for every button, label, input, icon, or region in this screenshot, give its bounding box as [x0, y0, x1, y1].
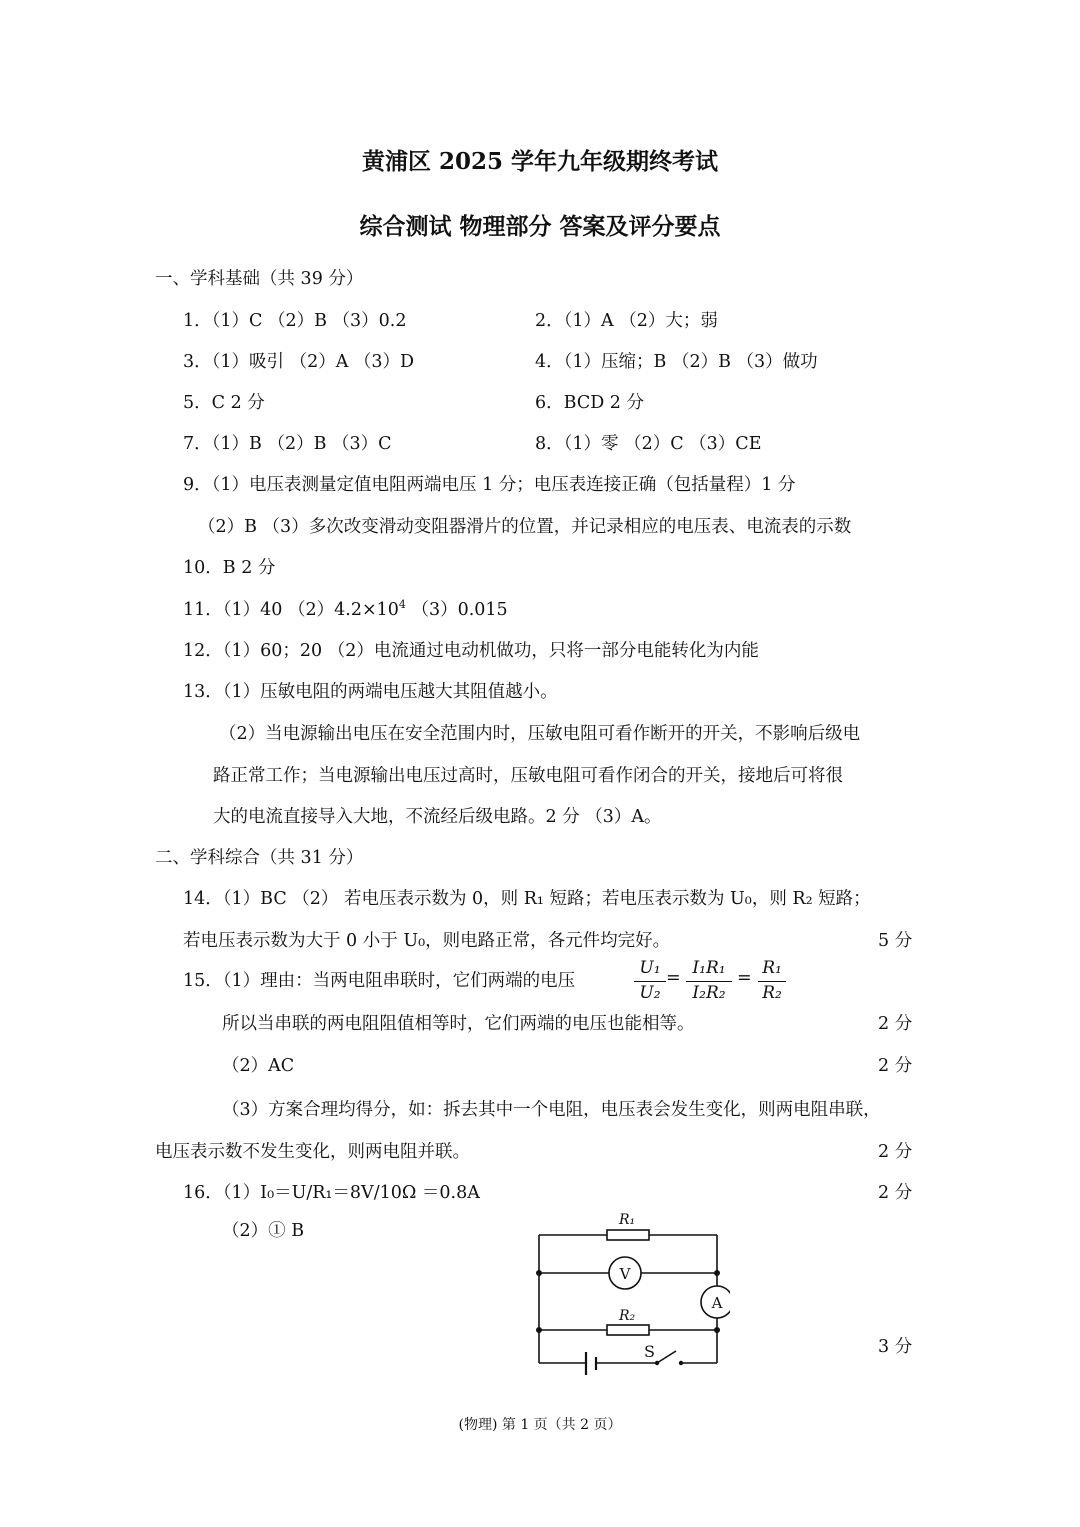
- answer-q5: 5．C 2 分: [183, 393, 265, 413]
- answer-q13-line4: 大的电流直接导入大地，不流经后级电路。2 分 （3）A。: [213, 807, 662, 827]
- fraction-3-bar: [758, 981, 786, 982]
- section-heading-1: 一、学科基础（共 39 分）: [155, 269, 364, 289]
- score-q14: 5 分: [878, 931, 913, 951]
- page-subtitle: 综合测试 物理部分 答案及评分要点: [359, 213, 721, 240]
- answer-q11-part-a: 11．（1）40 （2）4.2×10: [183, 600, 399, 620]
- resistor-r1: [607, 1230, 649, 1240]
- answer-q15-3-line1: （3）方案合理均得分，如：拆去其中一个电阻，电压表会发生变化，则两电阻串联，: [222, 1100, 881, 1120]
- equals-sign-1: =: [666, 968, 681, 988]
- score-q15-1: 2 分: [878, 1014, 913, 1034]
- answer-q13-line3: 路正常工作；当电源输出电压过高时，压敏电阻可看作闭合的开关，接地后可将很: [213, 766, 843, 786]
- junction-dot: [714, 1270, 720, 1276]
- score-q15-2: 2 分: [878, 1056, 913, 1076]
- fraction-3-numerator: R₁: [762, 958, 782, 978]
- r1-label: R₁: [619, 1212, 636, 1228]
- answer-q6: 6．BCD 2 分: [535, 393, 644, 413]
- answer-q8: 8．（1）零 （2）C （3）CE: [535, 434, 762, 454]
- resistor-r2: [607, 1325, 649, 1335]
- answer-q15-3-line2: 电压表示数不发生变化，则两电阻并联。: [155, 1142, 470, 1162]
- answer-q9-line1: 9．（1）电压表测量定值电阻两端电压 1 分；电压表连接正确（包括量程）1 分: [183, 475, 796, 495]
- answer-q14-line1: 14．（1）BC （2） 若电压表示数为 0，则 R₁ 短路；若电压表示数为 U₀，则 R₂ 短路；: [183, 889, 871, 909]
- section-heading-2: 二、学科综合（共 31 分）: [155, 848, 364, 868]
- answer-q9-line2: （2）B （3）多次改变滑动变阻器滑片的位置，并记录相应的电压表、电流表的示数: [198, 517, 852, 537]
- answer-q12: 12．（1）60；20 （2）电流通过电动机做功，只将一部分电能转化为内能: [183, 641, 759, 661]
- switch-pivot: [655, 1361, 659, 1365]
- score-q15-3: 2 分: [878, 1142, 913, 1162]
- junction-dot: [714, 1327, 720, 1333]
- answer-q15-line2: 所以当串联的两电阻阻值相等时，它们两端的电压也能相等。: [222, 1014, 695, 1034]
- answer-q16-1: 16．（1）I₀＝U/R₁＝8V/10Ω ＝0.8A: [183, 1183, 480, 1203]
- score-q16-1: 2 分: [878, 1183, 913, 1203]
- junction-dot: [536, 1270, 542, 1276]
- answer-q15-2: （2）AC: [222, 1056, 295, 1076]
- fraction-3-denominator: R₂: [762, 983, 782, 1003]
- fraction-2-numerator: I₁R₁: [692, 958, 726, 978]
- answer-q11-part-b: （3）0.015: [405, 600, 508, 620]
- answer-q2: 2．（1）A （2）大；弱: [535, 311, 718, 331]
- fraction-2-bar: [686, 981, 732, 982]
- equals-sign-2: =: [737, 968, 752, 988]
- fraction-1-numerator: U₁: [639, 958, 661, 978]
- page-footer: (物理) 第 1 页（共 2 页）: [458, 1417, 622, 1433]
- score-q16-2: 3 分: [878, 1337, 913, 1357]
- answer-q1: 1．（1）C （2）B （3）0.2: [183, 311, 407, 331]
- answer-q13-line2: （2）当电源输出电压在安全范围内时，压敏电阻可看作断开的开关，不影响后级电: [219, 724, 861, 744]
- r2-label: R₂: [619, 1308, 636, 1324]
- switch-contact: [679, 1361, 683, 1365]
- answer-q16-2: （2）① B: [222, 1221, 305, 1241]
- answer-q10: 10．B 2 分: [183, 558, 276, 578]
- answer-q11-exponent: 4: [398, 598, 406, 612]
- voltmeter-label: V: [619, 1265, 631, 1283]
- fraction-1-denominator: U₂: [639, 983, 661, 1003]
- answer-q11: [183, 596, 508, 621]
- answer-q4: 4．（1）压缩；B （2）B （3）做功: [535, 352, 818, 372]
- circuit-diagram: [530, 1205, 730, 1390]
- fraction-1-bar: [634, 981, 666, 982]
- ammeter-label: A: [711, 1294, 723, 1312]
- answer-q13-line1: 13．（1）压敏电阻的两端电压越大其阻值越小。: [183, 682, 558, 702]
- answer-q7: 7．（1）B （2）B （3）C: [183, 434, 392, 454]
- answer-q3: 3．（1）吸引 （2）A （3）D: [183, 352, 415, 372]
- answer-q15-line1: 15．（1）理由：当两电阻串联时，它们两端的电压: [183, 971, 576, 991]
- junction-dot: [536, 1327, 542, 1333]
- switch-blade: [657, 1351, 676, 1363]
- answer-q14-line2: 若电压表示数为大于 0 小于 U₀，则电路正常，各元件均完好。: [183, 931, 671, 951]
- page-title: 黄浦区 2025 学年九年级期终考试: [361, 148, 719, 175]
- fraction-2-denominator: I₂R₂: [692, 983, 726, 1003]
- switch-label: S: [644, 1342, 655, 1361]
